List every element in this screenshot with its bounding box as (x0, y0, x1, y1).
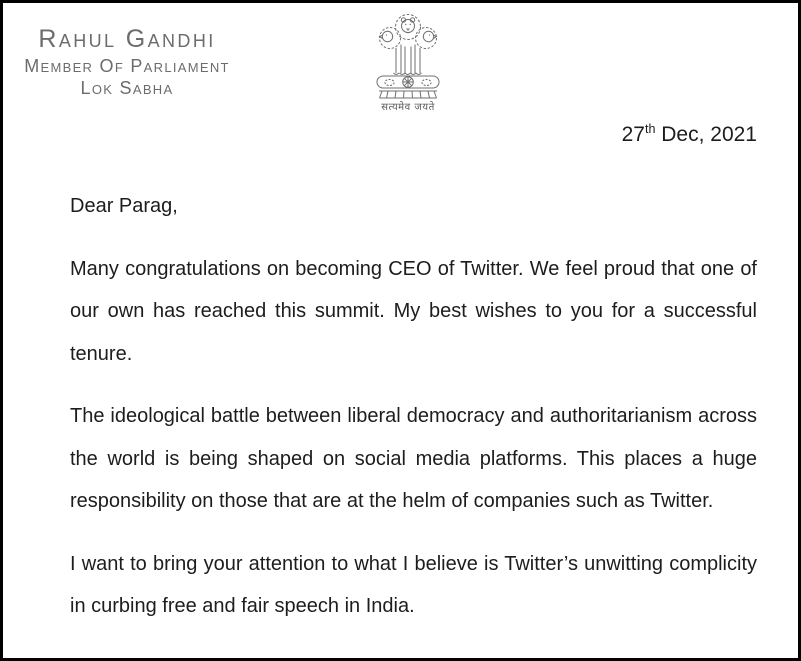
date-rest: Dec, 2021 (655, 123, 757, 146)
paragraph-congratulations: Many congratulations on becoming CEO of Twitter. We feel proud that one of our own has reached this summit. My best wishes to you for a successful tenure. (70, 257, 757, 365)
date-line (622, 122, 757, 147)
national-emblem (358, 11, 458, 114)
letterhead-org: Lok Sabha (80, 78, 174, 98)
ashoka-lion-capital-emblem-icon (358, 11, 458, 101)
salutation: Dear Parag, (70, 195, 178, 217)
emblem-caption: सत्यमेव जयते (381, 102, 435, 113)
letter-body (70, 185, 757, 628)
paragraph-twitter-complicity: I want to bring your attention to what I believe is Twitter’s unwitting complicity in curbing free and fair speech in India. (70, 552, 757, 617)
date-day: 27 (621, 123, 645, 146)
letterhead (19, 25, 235, 99)
date-ordinal-suffix: th (644, 122, 656, 136)
paragraph-ideological-battle: The ideological battle between liberal democracy and authoritarianism across the world is being shaped on social media platforms. This places a huge responsibility on those that are at the helm of companies such as Twitter. (70, 405, 757, 512)
letterhead-title: Member Of Parliament (24, 56, 230, 76)
letterhead-name: Rahul Gandhi (38, 25, 216, 53)
